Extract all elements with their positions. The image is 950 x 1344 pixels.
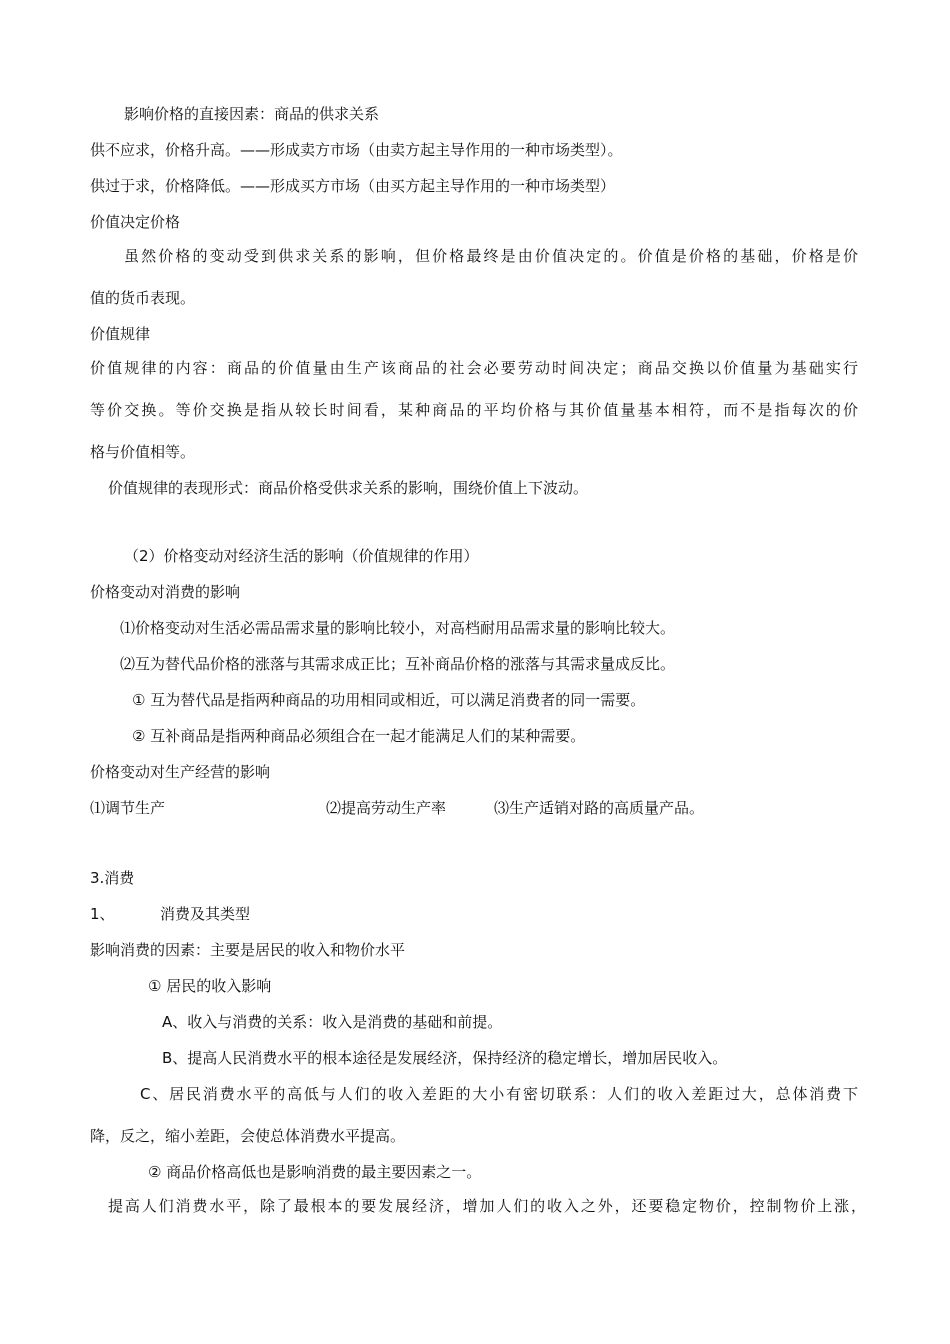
list-item: ⑵互为替代品价格的涨落与其需求成正比；互补商品价格的涨落与其需求量成反比。 [120,655,676,673]
list-item: B、提高人民消费水平的根本途径是发展经济，保持经济的稳定增长，增加居民收入。 [162,1049,728,1067]
list-item: ⑵提高劳动生产率 [326,799,447,817]
paragraph: 影响价格的直接因素：商品的供求关系 [124,105,380,123]
paragraph: 价值规律的表现形式：商品价格受供求关系的影响，围绕价值上下波动。 [108,479,589,497]
paragraph: 提高人们消费水平，除了最根本的要发展经济，增加人们的收入之外，还要稳定物价，控制物价上涨， [108,1197,866,1215]
paragraph: 值的货币表现。 [90,289,196,307]
list-item: ① 居民的收入影响 [148,977,272,995]
paragraph: 供不应求，价格升高。——形成卖方市场（由卖方起主导作用的一种市场类型）。 [90,141,623,159]
paragraph: 格与价值相等。 [90,443,196,461]
heading-title: 消费及其类型 [160,905,251,923]
list-item: ⑴价格变动对生活必需品需求量的影响比较小，对高档耐用品需求量的影响比较大。 [120,619,676,637]
list-item: ② 商品价格高低也是影响消费的最主要因素之一。 [148,1163,482,1181]
list-item: ① 互为替代品是指两种商品的功用相同或相近，可以满足消费者的同一需要。 [132,691,646,709]
paragraph: 等价交换。等价交换是指从较长时间看，某种商品的平均价格与其价值量基本相符，而不是指每次的价 [90,401,858,419]
list-item: A、收入与消费的关系：收入是消费的基础和前提。 [162,1013,503,1031]
section-heading: 3.消费 [90,869,135,887]
list-item: ⑴调节生产 [90,799,166,817]
heading: 价格变动对生产经营的影响 [90,763,271,781]
paragraph: 影响消费的因素：主要是居民的收入和物价水平 [90,941,406,959]
paragraph: 虽然价格的变动受到供求关系的影响，但价格最终是由价值决定的。价值是价格的基础，价格是价 [124,247,858,265]
paragraph: 价值规律的内容：商品的价值量由生产该商品的社会必要劳动时间决定；商品交换以价值量为基础实行 [90,359,858,377]
heading: 价格变动对消费的影响 [90,583,241,601]
heading-number: 1、 [90,905,115,923]
list-item: ② 互补商品是指两种商品必须组合在一起才能满足人们的某种需要。 [132,727,586,745]
paragraph: 供过于求，价格降低。——形成买方市场（由买方起主导作用的一种市场类型） [90,177,616,195]
subheading: （2）价格变动对经济生活的影响（价值规律的作用） [124,547,479,565]
paragraph: 降，反之，缩小差距，会使总体消费水平提高。 [90,1127,406,1145]
heading: 价值决定价格 [90,213,181,231]
list-item: ⑶生产适销对路的高质量产品。 [494,799,705,817]
list-item: C、居民消费水平的高低与人们的收入差距的大小有密切联系：人们的收入差距过大，总体消费下 [140,1085,858,1103]
heading: 价值规律 [90,325,151,343]
